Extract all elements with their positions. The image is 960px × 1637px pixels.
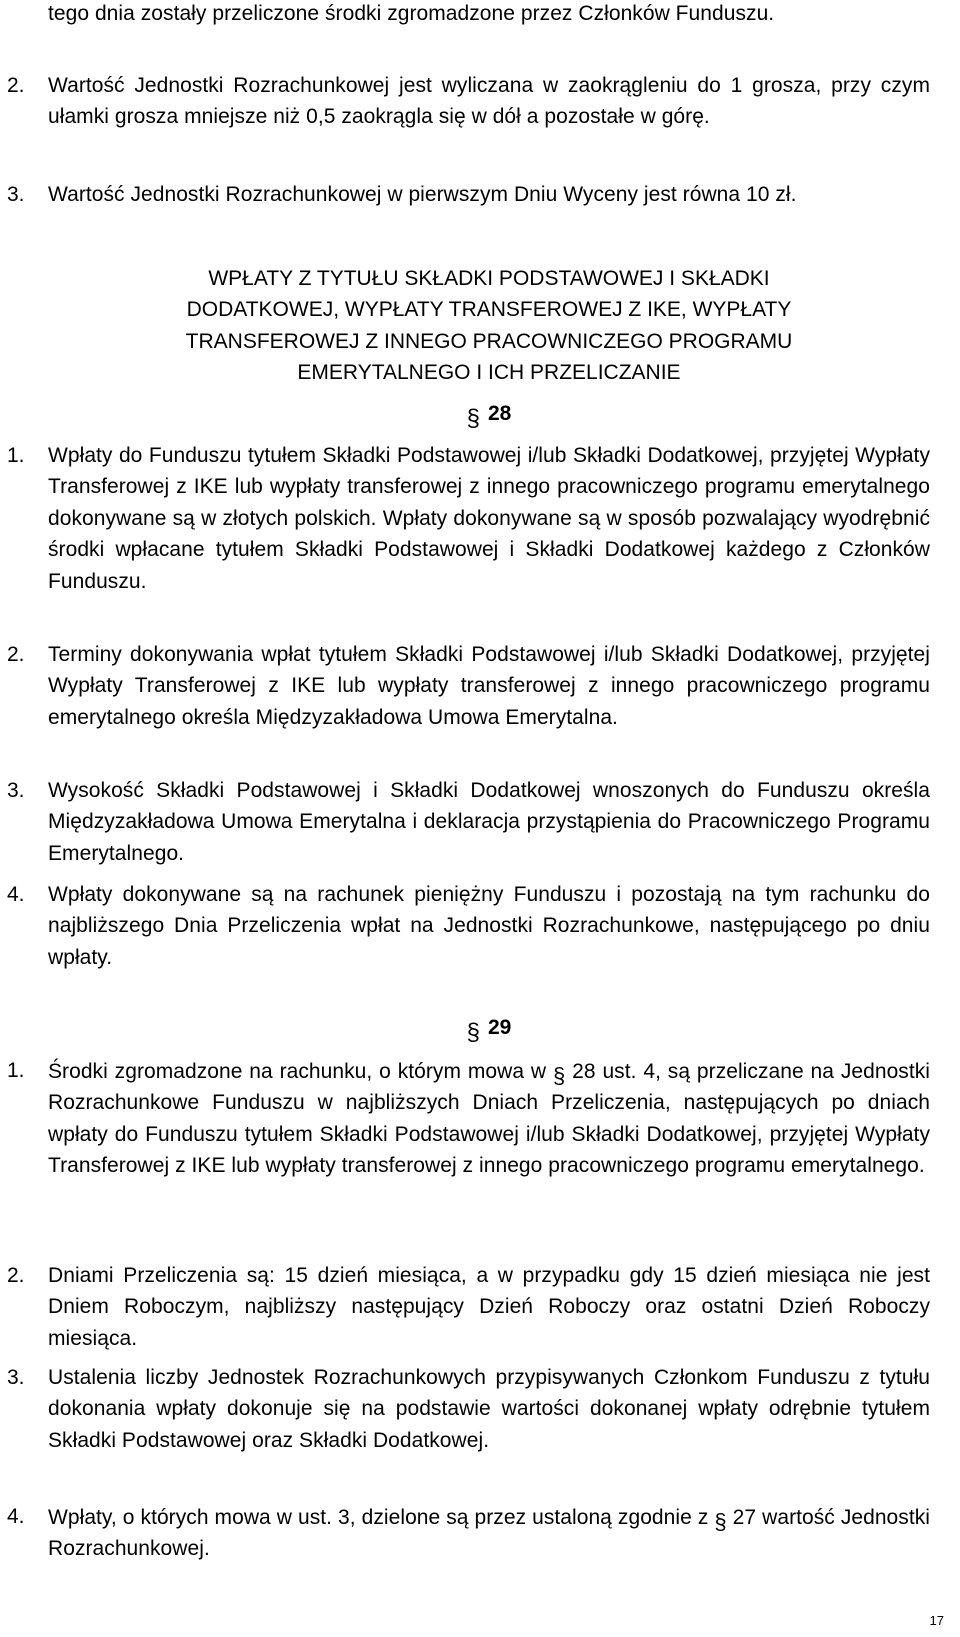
p29-item-3 <box>0 1362 960 1456</box>
section-sign: § <box>552 1063 566 1088</box>
section-sign: § <box>714 1509 727 1534</box>
section-heading-line: DODATKOWEJ, WYPŁATY TRANSFEROWEJ Z IKE, WYPŁATY <box>186 298 792 322</box>
item-text: Wpłaty do Funduszu tytułem Składki Podstawowej i/lub Składki Dodatkowej, przyjętej Wypłaty Transferowej z IKE lub wypłaty transferowej z innego pracowniczego programu emerytalnego dokonywane są w złotych polskich. Wpłaty dokonywane są w sposób pozwalający wyodrębnić środki wpłacane tytułem Składki Podstawowej i Składki Dodatkowej każdego z Członków Funduszu. <box>48 444 930 593</box>
paragraph-number: 29 <box>488 1016 512 1039</box>
section-heading-line: WPŁATY Z TYTUŁU SKŁADKI PODSTAWOWEJ I SKŁADKI <box>208 267 770 290</box>
paragraph-29-heading <box>48 1011 930 1046</box>
item-text: Wysokość Składki Podstawowej i Składki Dodatkowej wnoszonych do Funduszu określa Międzyzakładowa Umowa Emerytalna i deklaracja przystąpienia do Pracowniczego Programu Emerytalnego. <box>48 779 930 865</box>
item-number: 4. <box>7 883 25 906</box>
item-number: 3. <box>7 183 25 206</box>
item-number: 2. <box>7 643 25 666</box>
text-after-ref: 28 ust. 4, są przeliczane na Jednostki Rozrachunkowe Funduszu w najbliższych Dniach Przeliczenia, następujących po dniach wpłaty do Funduszu tytułem Składki Podstawowej i/lub Składki Dodatkowej, przyjętej Wypłaty Transferowej z IKE lub wypłaty transferowej z innego pracowniczego programu emerytalnego. <box>48 1060 931 1178</box>
section-sign: § <box>466 405 480 432</box>
item-text: Dniami Przeliczenia są: 15 dzień miesiąca, a w przypadku gdy 15 dzień miesiąca nie jest Dniem Roboczym, najbliższy następujący Dzień Roboczy oraz ostatni Dzień Roboczy miesiąca. <box>48 1264 930 1350</box>
section-heading <box>48 263 930 389</box>
text-after-ref: 27 wartość Jednostki Rozrachunkowej. <box>48 1506 930 1561</box>
page-number: 17 <box>929 1613 944 1628</box>
p29-item-2 <box>0 1260 960 1354</box>
section-heading-line: EMERYTALNEGO I ICH PRZELICZANIE <box>297 361 681 385</box>
continuation-text: tego dnia zostały przeliczone środki zgromadzone przez Członków Funduszu. <box>48 2 775 25</box>
text-before-ref: Wpłaty, o których mowa w ust. 3, dzielone są przez ustaloną zgodnie z <box>48 1506 709 1529</box>
p28-item-1 <box>0 440 960 597</box>
section-sign: § <box>466 1019 480 1046</box>
paragraph-28-heading <box>48 397 930 432</box>
p29-item-4 <box>0 1501 960 1565</box>
item-text: Terminy dokonywania wpłat tytułem Składki Podstawowej i/lub Składki Dodatkowej, przyjętej Wypłaty Transferowej z IKE lub wypłaty transferowej z innego pracowniczego programu emerytalnego określa Międzyzakładowa Umowa Emerytalna. <box>48 643 930 729</box>
text-before-ref: Środki zgromadzone na rachunku, o którym mowa w <box>48 1060 547 1083</box>
p28-item-3 <box>0 775 960 869</box>
item-number: 1. <box>7 444 25 467</box>
intro-item-3 <box>0 179 960 210</box>
item-text: Wpłaty dokonywane są na rachunek pieniężny Funduszu i pozostają na tym rachunku do najbliższego Dnia Przeliczenia wpłat na Jednostki Rozrachunkowe, następującego po dniu wpłaty. <box>48 883 930 969</box>
p28-item-4 <box>0 879 960 973</box>
item-text: Wartość Jednostki Rozrachunkowej jest wyliczana w zaokrągleniu do 1 grosza, przy czym ułamki grosza mniejsze niż 0,5 zaokrągla się w dół a pozostałe w górę. <box>48 74 930 129</box>
item-text: Wartość Jednostki Rozrachunkowej w pierwszym Dniu Wyceny jest równa 10 zł. <box>48 183 797 206</box>
p29-item-1 <box>0 1055 960 1182</box>
item-number: 4. <box>7 1505 25 1528</box>
item-number: 2. <box>7 74 25 97</box>
item-number: 2. <box>7 1264 25 1287</box>
item-text <box>48 1501 930 1565</box>
item-number: 3. <box>7 779 25 802</box>
paragraph-number: 28 <box>488 402 512 425</box>
intro-item-2 <box>0 70 960 133</box>
item-text <box>48 1055 930 1182</box>
p28-item-2 <box>0 639 960 733</box>
section-heading-line: TRANSFEROWEJ Z INNEGO PRACOWNICZEGO PROGRAMU <box>185 329 793 353</box>
item-text: Ustalenia liczby Jednostek Rozrachunkowych przypisywanych Członkom Funduszu z tytułu dokonania wpłaty dokonuje się na podstawie wartości dokonanej wpłaty odrębnie tytułem Składki Podstawowej oraz Składki Dodatkowej. <box>48 1366 930 1452</box>
item-number: 3. <box>7 1366 25 1389</box>
item-number: 1. <box>7 1059 25 1082</box>
intro-continuation <box>0 0 960 29</box>
